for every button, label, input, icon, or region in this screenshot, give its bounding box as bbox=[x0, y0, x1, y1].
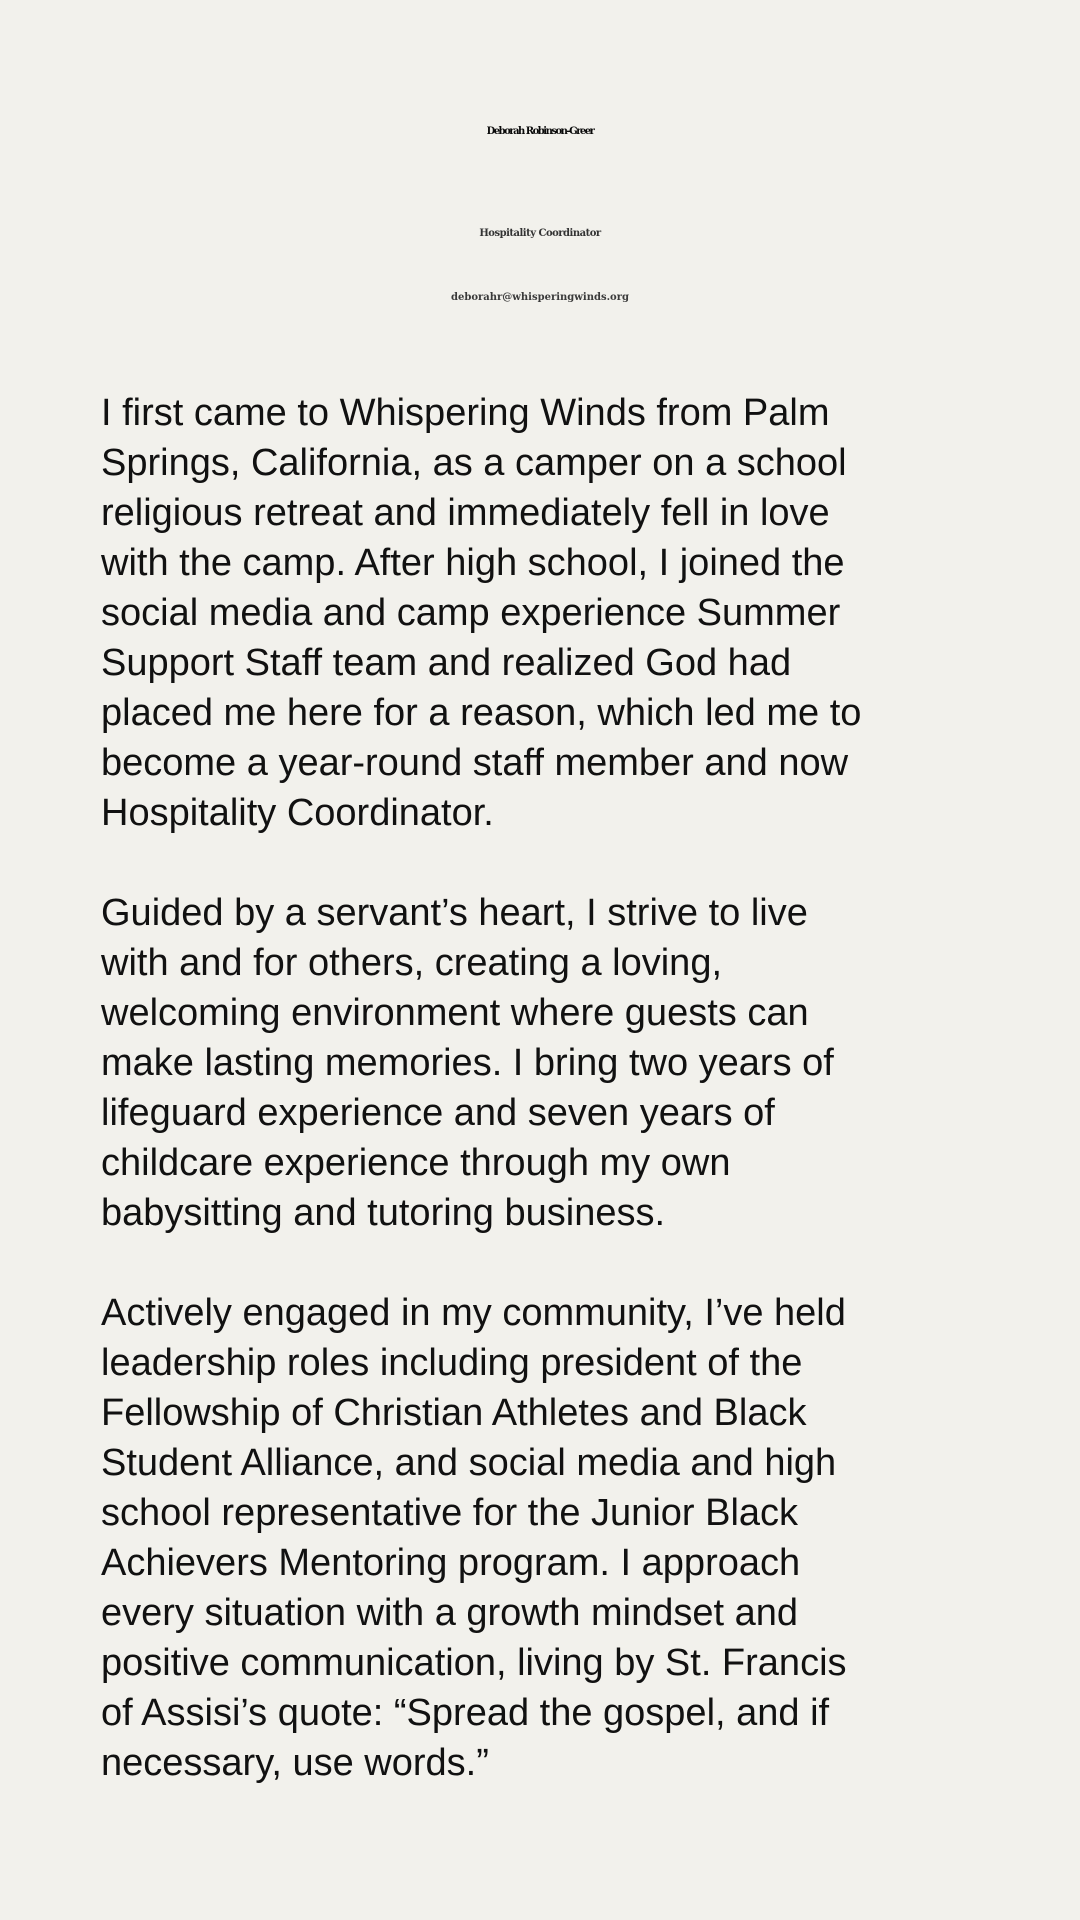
bio-line: become a year-round staff member and now bbox=[101, 742, 849, 784]
bio-line: every situation with a growth mindset and bbox=[101, 1592, 799, 1634]
bio-paragraph-2 bbox=[101, 888, 981, 1238]
bio-line: I first came to Whispering Winds from Palm bbox=[101, 392, 830, 434]
staff-email: deborahr@whisperingwinds.org bbox=[450, 292, 629, 303]
staff-name: Deborah Robinson-Greer bbox=[486, 126, 594, 137]
staff-title: Hospitality Coordinator bbox=[479, 228, 601, 239]
bio-line: school representative for the Junior Black bbox=[101, 1492, 799, 1534]
bio-line: with the camp. After high school, I joined the bbox=[101, 542, 845, 584]
bio-line: make lasting memories. I bring two years of bbox=[101, 1042, 834, 1084]
bio-line: childcare experience through my own bbox=[101, 1142, 731, 1184]
bio-line: Fellowship of Christian Athletes and Black bbox=[101, 1392, 807, 1434]
bio-line: positive communication, living by St. Francis bbox=[101, 1642, 847, 1684]
bio-line: Student Alliance, and social media and high bbox=[101, 1442, 837, 1484]
bio-line: with and for others, creating a loving, bbox=[101, 942, 723, 984]
bio-line: leadership roles including president of the bbox=[101, 1342, 803, 1384]
bio-line: placed me here for a reason, which led me to bbox=[101, 692, 862, 734]
bio-line: social media and camp experience Summer bbox=[101, 592, 841, 634]
bio-line: Springs, California, as a camper on a school bbox=[101, 442, 847, 484]
bio-paragraph-3 bbox=[101, 1288, 981, 1788]
bio-paragraph-1 bbox=[101, 388, 981, 838]
bio-line: religious retreat and immediately fell in love bbox=[101, 492, 830, 534]
bio-line: Support Staff team and realized God had bbox=[101, 642, 792, 684]
bio-line: Actively engaged in my community, I’ve held bbox=[101, 1292, 846, 1334]
bio-line: lifeguard experience and seven years of bbox=[101, 1092, 775, 1134]
bio-line: Achievers Mentoring program. I approach bbox=[101, 1542, 801, 1584]
bio-line: Guided by a servant’s heart, I strive to live bbox=[101, 892, 808, 934]
bio-line: necessary, use words.” bbox=[101, 1742, 489, 1784]
bio-line: babysitting and tutoring business. bbox=[101, 1192, 666, 1234]
bio-line: welcoming environment where guests can bbox=[101, 992, 809, 1034]
bio-line: of Assisi’s quote: “Spread the gospel, and if bbox=[101, 1692, 830, 1734]
bio-line: Hospitality Coordinator. bbox=[101, 792, 494, 834]
